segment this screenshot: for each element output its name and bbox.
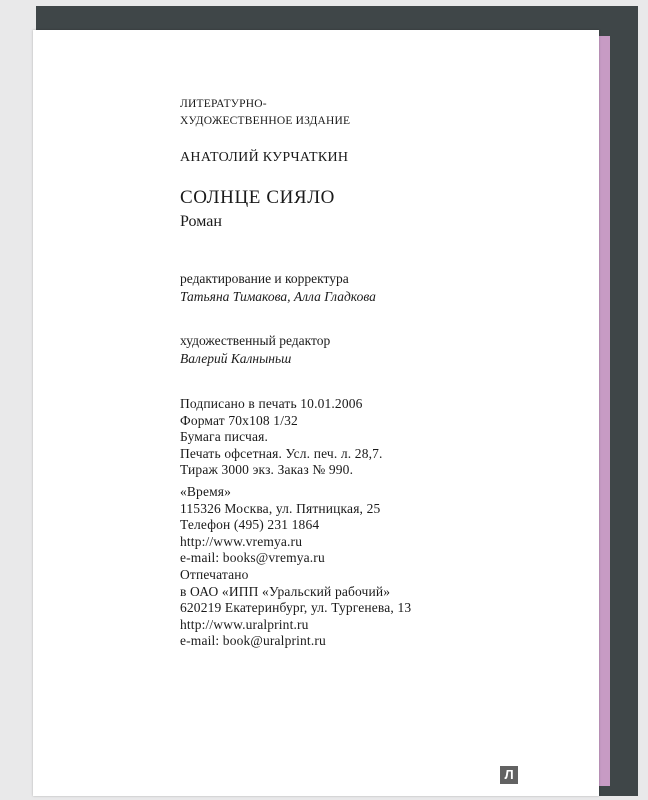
publisher-line: «Время» xyxy=(180,484,232,499)
editing-credits xyxy=(180,270,376,306)
printer-info xyxy=(180,567,411,650)
publisher-email: e-mail: books@vremya.ru xyxy=(180,550,325,565)
author-name: АНАТОЛИЙ КУРЧАТКИН xyxy=(180,150,349,165)
print-info-line: Печать офсетная. Усл. печ. л. 28,7. xyxy=(180,445,383,461)
print-info-line: Бумага писчая. xyxy=(180,429,268,444)
editing-label: редактирование и корректура xyxy=(180,271,349,286)
print-info-line: Подписано в печать 10.01.2006 xyxy=(180,396,363,411)
edition-type xyxy=(180,96,350,130)
book-genre: Роман xyxy=(180,213,222,230)
art-editor-name: Валерий Калныньш xyxy=(180,351,292,366)
publisher-line: 115326 Москва, ул. Пятницкая, 25 xyxy=(180,500,381,516)
printer-line: Отпечатано xyxy=(180,567,249,582)
printer-line: 620219 Екатеринбург, ул. Тургенева, 13 xyxy=(180,600,412,615)
imprint-page xyxy=(33,30,599,796)
print-info-line: Тираж 3000 экз. Заказ № 990. xyxy=(180,462,354,477)
printer-email: e-mail: book@uralprint.ru xyxy=(180,633,326,648)
art-editor-credits xyxy=(180,332,330,368)
printer-line: в ОАО «ИПП «Уральский рабочий» xyxy=(180,583,391,599)
edition-type-line: ЛИТЕРАТУРНО- xyxy=(180,98,267,110)
editing-names: Татьяна Тимакова, Алла Гладкова xyxy=(180,289,376,304)
print-info-line: Формат 70x108 1/32 xyxy=(180,412,298,428)
watermark-logo-icon: Л xyxy=(500,766,518,784)
publisher-info xyxy=(180,484,380,567)
art-editor-label: художественный редактор xyxy=(180,333,331,348)
print-info xyxy=(180,396,383,479)
edition-type-line: ХУДОЖЕСТВЕННОЕ ИЗДАНИЕ xyxy=(180,115,351,127)
publisher-url: http://www.vremya.ru xyxy=(180,533,303,549)
book-title: СОЛНЦЕ СИЯЛО xyxy=(180,187,336,208)
publisher-line: Телефон (495) 231 1864 xyxy=(180,517,320,532)
printer-url: http://www.uralprint.ru xyxy=(180,616,309,632)
